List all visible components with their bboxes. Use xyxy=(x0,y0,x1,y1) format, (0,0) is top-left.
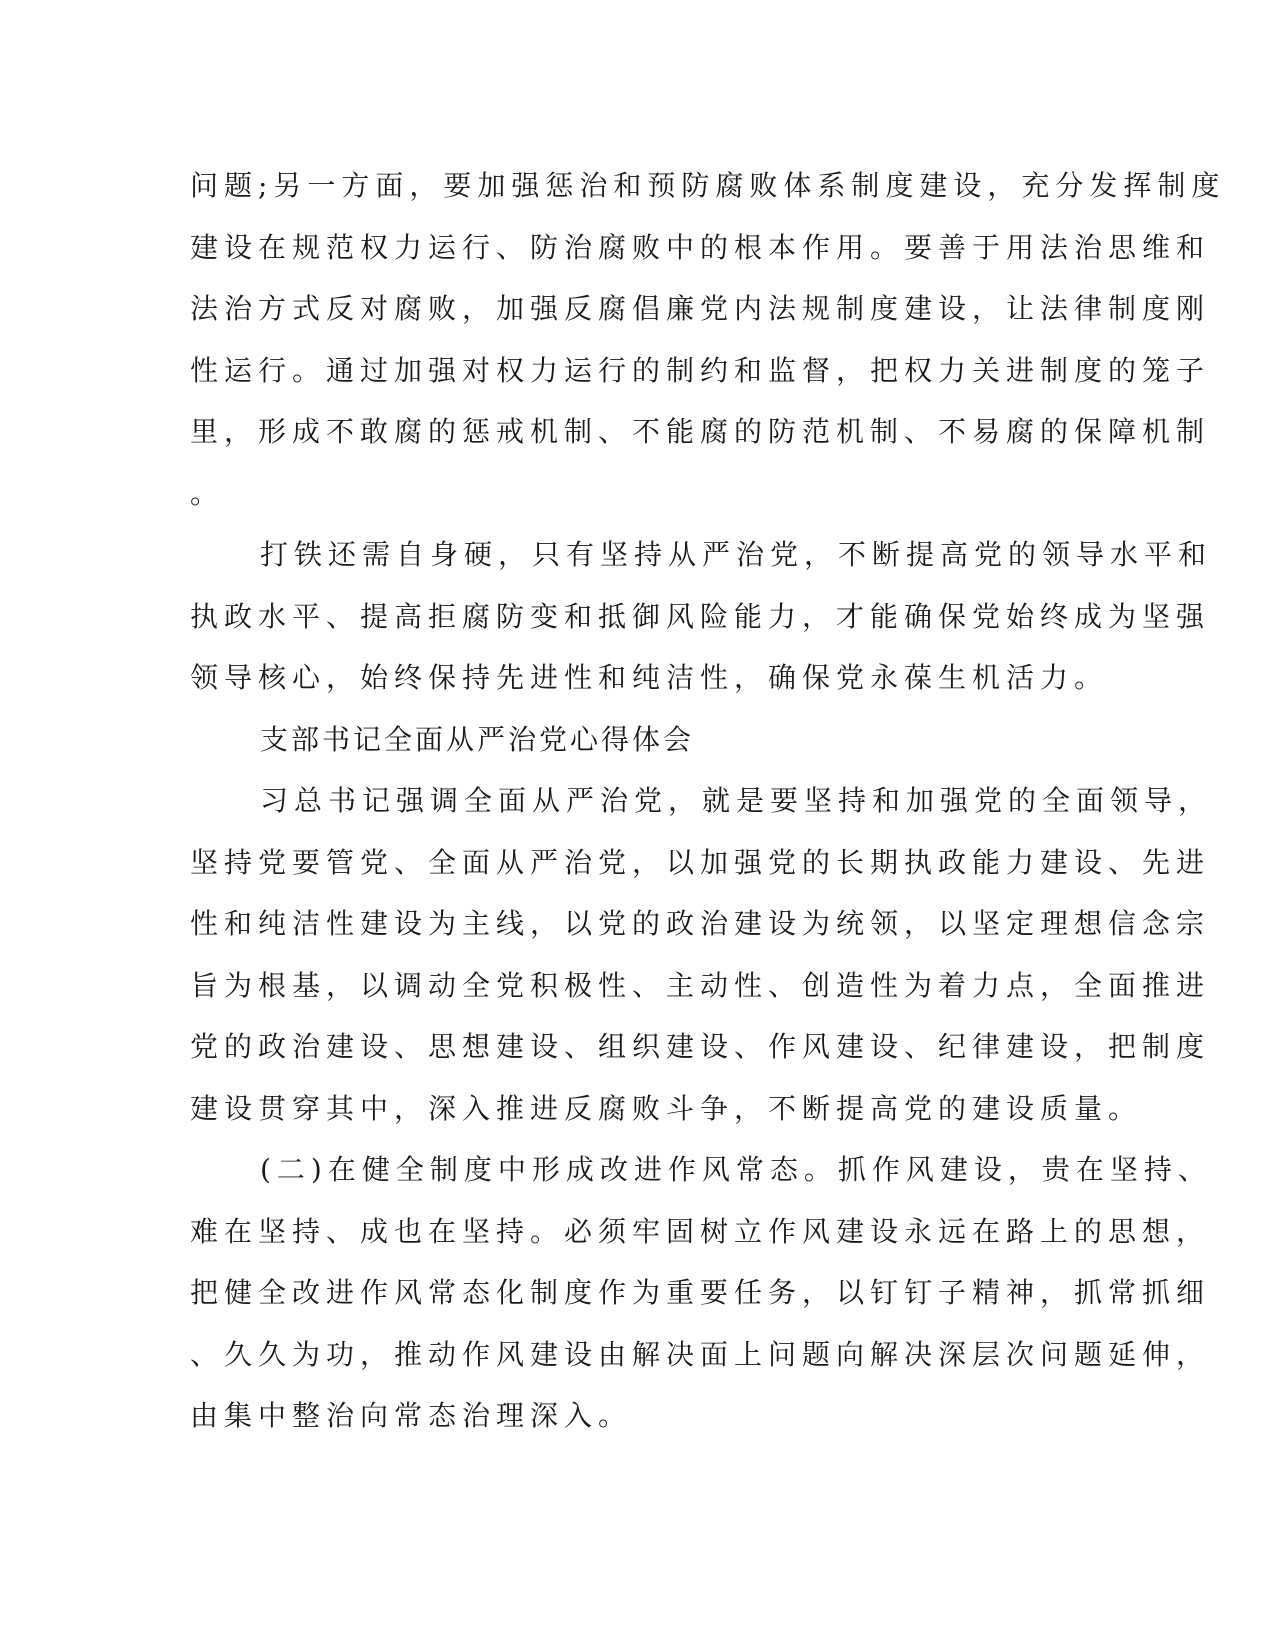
paragraph-3 xyxy=(190,770,1213,1139)
heading-text: 支部书记全面从严治党心得体会 xyxy=(260,722,695,756)
text-line: 党的政治建设、思想建设、组织建设、作风建设、纪律建设，把制度 xyxy=(190,1030,1211,1063)
section-heading xyxy=(190,709,1070,771)
text-line: 打铁还需自身硬，只有坚持从严治党，不断提高党的领导水平和 xyxy=(260,538,1213,571)
text-line: 领导核心，始终保持先进性和纯洁性，确保党永葆生机活力。 xyxy=(190,661,1109,694)
text-line: 。 xyxy=(190,476,225,510)
text-line: 由集中整治向常态治理深入。 xyxy=(190,1399,633,1432)
paragraph-2 xyxy=(190,524,1213,709)
text-line: 建设在规范权力运行、防治腐败中的根本作用。要善于用法治思维和 xyxy=(190,230,1211,264)
text-line: 执政水平、提高拒腐防变和抵御风险能力，才能确保党始终成为坚强 xyxy=(190,599,1211,633)
text-line: 习总书记强调全面从严治党，就是要坚持和加强党的全面领导， xyxy=(260,784,1213,817)
document-body xyxy=(190,155,1226,1447)
paragraph-4 xyxy=(190,1139,1212,1447)
text-line: 性和纯洁性建设为主线，以党的政治建设为统领，以坚定理想信念宗 xyxy=(190,907,1211,940)
text-line: 难在坚持、成也在坚持。必须牢固树立作风建设永远在路上的思想， xyxy=(190,1214,1211,1248)
text-line: 性运行。通过加强对权力运行的制约和监督，把权力关进制度的笼子 xyxy=(190,353,1211,387)
text-line: 把健全改进作风常态化制度作为重要任务，以钉钉子精神，抓常抓细 xyxy=(190,1276,1211,1309)
text-line: (二)在健全制度中形成改进作风常态。抓作风建设，贵在坚持、 xyxy=(260,1153,1212,1186)
text-line: 、久久为功，推动作风建设由解决面上问题向解决深层次问题延伸， xyxy=(190,1337,1211,1371)
text-line: 坚持党要管党、全面从严治党，以加强党的长期执政能力建设、先进 xyxy=(190,845,1211,879)
text-line: 建设贯穿其中，深入推进反腐败斗争，不断提高党的建设质量。 xyxy=(190,1091,1143,1125)
text-line: 问题;另一方面，要加强惩治和预防腐败体系制度建设，充分发挥制度 xyxy=(190,169,1226,202)
paragraph-1 xyxy=(190,155,1226,524)
text-line: 旨为根基，以调动全党积极性、主动性、创造性为着力点，全面推进 xyxy=(190,968,1211,1002)
text-line: 里，形成不敢腐的惩戒机制、不能腐的防范机制、不易腐的保障机制 xyxy=(190,415,1211,448)
text-line: 法治方式反对腐败，加强反腐倡廉党内法规制度建设，让法律制度刚 xyxy=(190,292,1211,325)
